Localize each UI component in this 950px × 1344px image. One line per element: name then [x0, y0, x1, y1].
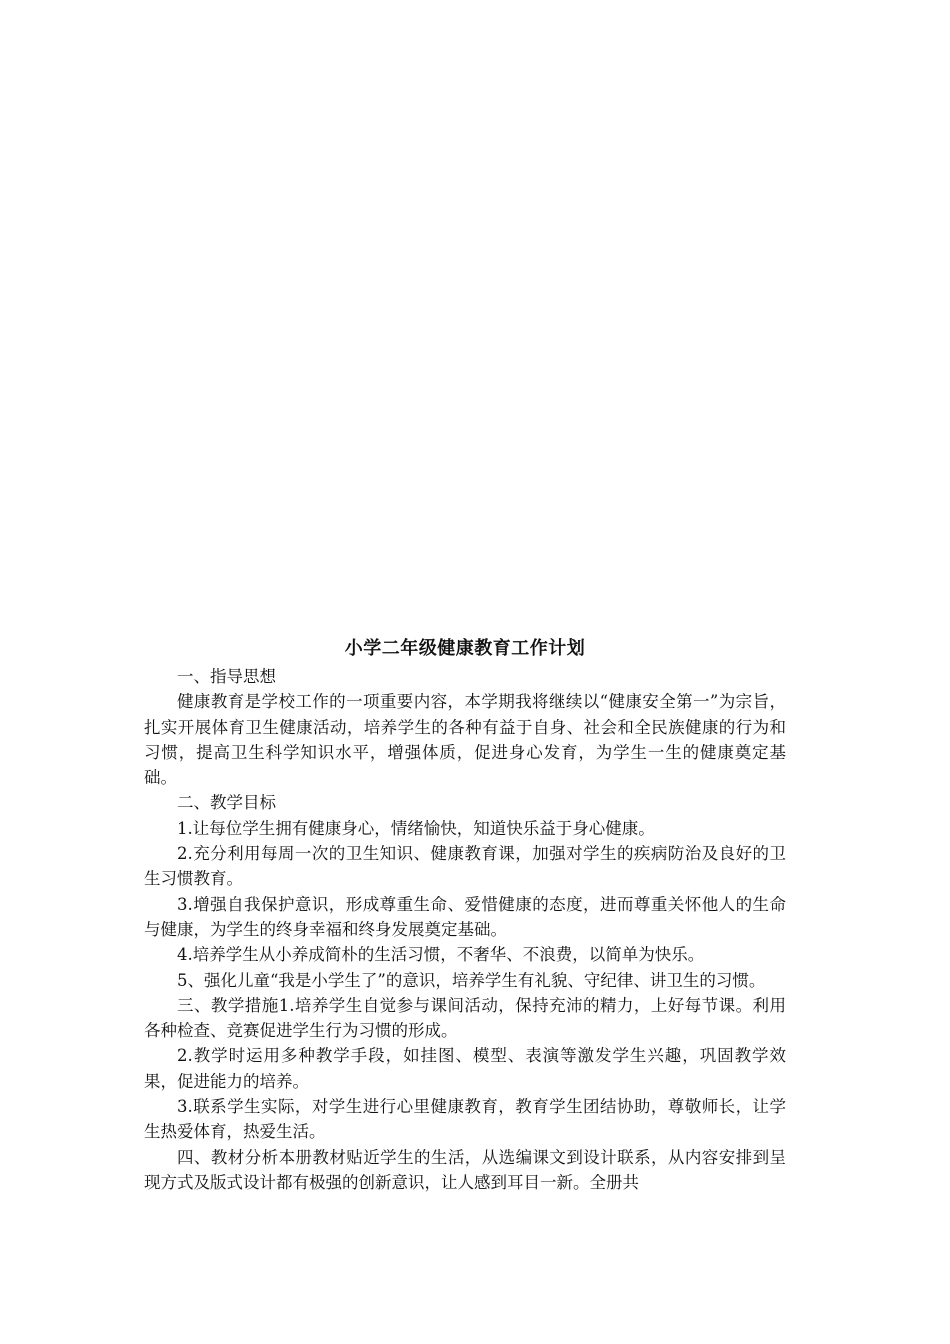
document-body	[144, 634, 786, 1195]
goal-item-5: 5、强化儿童“我是小学生了”的意识，培养学生有礼貌、守纪律、讲卫生的习惯。	[177, 970, 766, 990]
goal-item-1: 1.让每位学生拥有健康身心，情绪愉快，知道快乐益于身心健康。	[177, 818, 655, 838]
paragraph-guiding-ideology: 健康教育是学校工作的一项重要内容，本学期我将继续以“健康安全第一”为宗旨，扎实开展体育卫生健康活动，培养学生的各种有益于自身、社会和全民族健康的行为和习惯，提高卫生科学知识水平，增强体质，促进身心发育，为学生一生的健康奠定基础。	[144, 692, 786, 788]
goal-item-2: 2.充分利用每周一次的卫生知识、健康教育课，加强对学生的疾病防治及良好的卫生习惯教育。	[144, 844, 786, 889]
measure-item-3: 3.联系学生实际，对学生进行心里健康教育，教育学生团结协助，尊敬师长，让学生热爱体育，热爱生活。	[144, 1097, 786, 1142]
paragraph-textbook-analysis: 四、教材分析本册教材贴近学生的生活，从选编课文到设计联系，从内容安排到呈现方式及版式设计都有极强的创新意识，让人感到耳目一新。全册共	[144, 1147, 786, 1192]
goal-item-3: 3.增强自我保护意识，形成尊重生命、爱惜健康的态度，进而尊重关怀他人的生命与健康，为学生的终身幸福和终身发展奠定基础。	[144, 894, 786, 939]
section-heading-guiding-ideology: 一、指导思想	[177, 667, 276, 686]
measure-item-1: 三、教学措施1.培养学生自觉参与课间活动，保持充沛的精力，上好每节课。利用各种检查、竞赛促进学生行为习惯的形成。	[144, 995, 786, 1041]
document-title: 小学二年级健康教育工作计划	[344, 638, 586, 659]
section-heading-teaching-goals: 二、教学目标	[177, 793, 276, 813]
goal-item-4: 4.培养学生从小养成简朴的生活习惯，不奢华、不浪费，以简单为快乐。	[177, 945, 705, 965]
measure-item-2: 2.教学时运用多种教学手段，如挂图、模型、表演等激发学生兴趣，巩固教学效果，促进能力的培养。	[144, 1046, 786, 1091]
